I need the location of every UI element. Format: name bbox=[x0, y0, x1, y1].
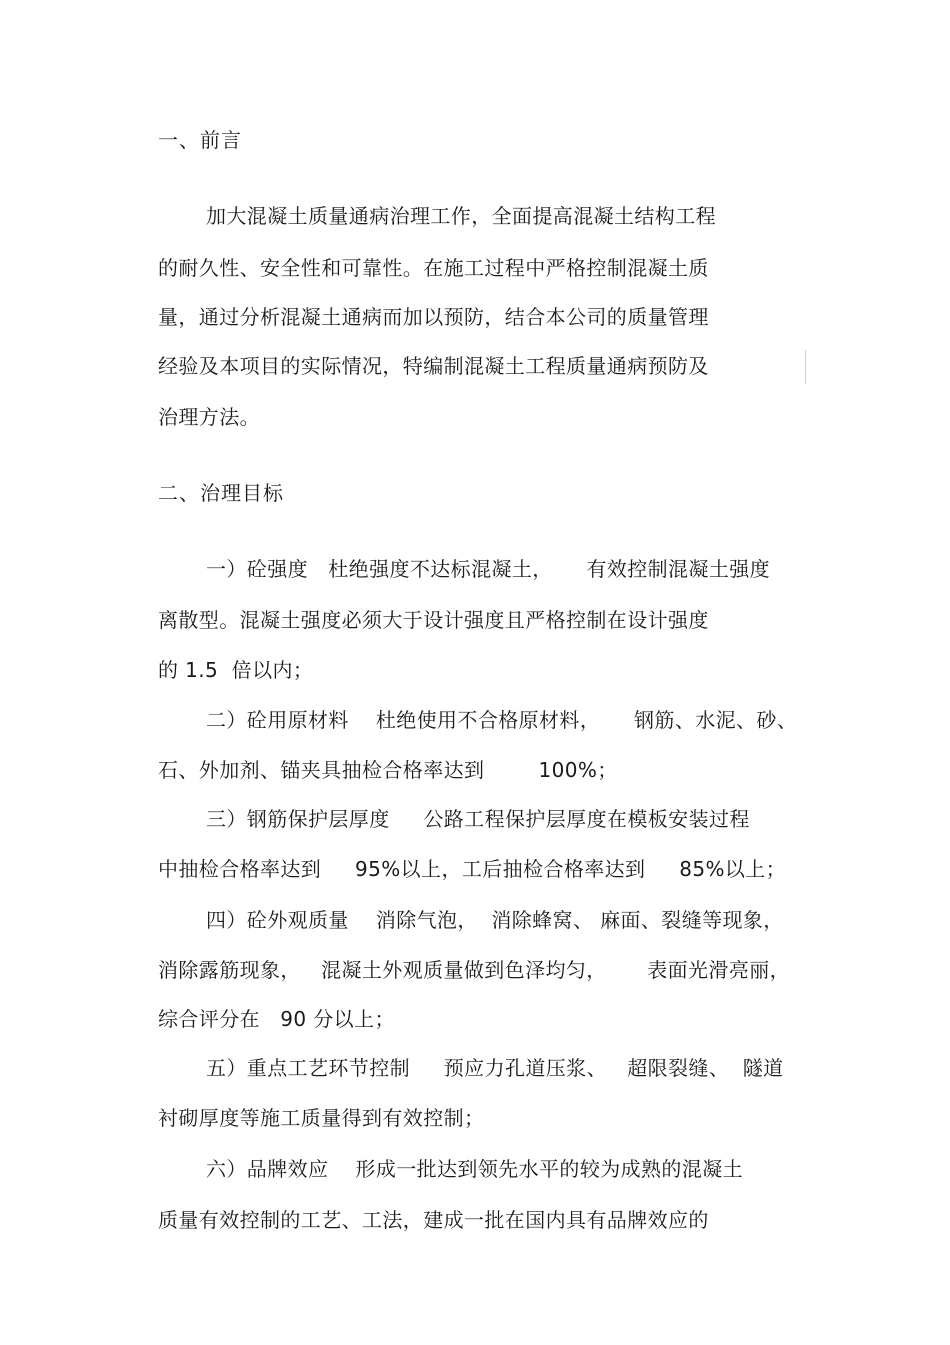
preface-line-1: 加大混凝土质量通病治理工作，全面提高混凝土结构工程 bbox=[206, 204, 716, 228]
goal-3-line-2: 中抽检合格率达到 95%以上，工后抽检合格率达到 85%以上； bbox=[158, 857, 787, 881]
goal-2-line-1: 二）砼用原材料 杜绝使用不合格原材料， 钢筋、水泥、砂、 bbox=[206, 708, 798, 732]
goal-1-line-3: 的 1.5 倍以内； bbox=[158, 658, 314, 682]
margin-mark bbox=[805, 350, 806, 384]
goal-5-line-2: 衬砌厚度等施工质量得到有效控制； bbox=[158, 1106, 485, 1130]
section-heading-preface: 一、前言 bbox=[158, 128, 242, 152]
goal-4-line-3: 综合评分在 90 分以上； bbox=[158, 1007, 395, 1031]
section-heading-goals: 二、治理目标 bbox=[158, 481, 284, 505]
goal-5-line-1: 五）重点工艺环节控制 预应力孔道压浆、 超限裂缝、 隧道 bbox=[206, 1056, 784, 1080]
preface-line-2: 的耐久性、安全性和可靠性。在施工过程中严格控制混凝土质 bbox=[158, 256, 709, 280]
goal-6-line-2: 质量有效控制的工艺、工法，建成一批在国内具有品牌效应的 bbox=[158, 1208, 709, 1232]
preface-line-4: 经验及本项目的实际情况，特编制混凝土工程质量通病预防及 bbox=[158, 354, 709, 378]
preface-line-3: 量，通过分析混凝土通病而加以预防，结合本公司的质量管理 bbox=[158, 305, 709, 329]
goal-4-line-1: 四）砼外观质量 消除气泡， 消除蜂窝、 麻面、裂缝等现象， bbox=[206, 908, 784, 932]
goal-3-line-1: 三）钢筋保护层厚度 公路工程保护层厚度在模板安装过程 bbox=[206, 807, 750, 831]
goal-1-line-1: 一）砼强度 杜绝强度不达标混凝土， 有效控制混凝土强度 bbox=[206, 557, 771, 581]
goal-4-line-2: 消除露筋现象， 混凝土外观质量做到色泽均匀， 表面光滑亮丽， bbox=[158, 958, 791, 982]
goal-1-line-2: 离散型。混凝土强度必须大于设计强度且严格控制在设计强度 bbox=[158, 608, 709, 632]
preface-line-5: 治理方法。 bbox=[158, 405, 260, 429]
goal-2-line-2: 石、外加剂、锚夹具抽检合格率达到 100%； bbox=[158, 758, 618, 782]
goal-6-line-1: 六）品牌效应 形成一批达到领先水平的较为成熟的混凝土 bbox=[206, 1157, 744, 1181]
